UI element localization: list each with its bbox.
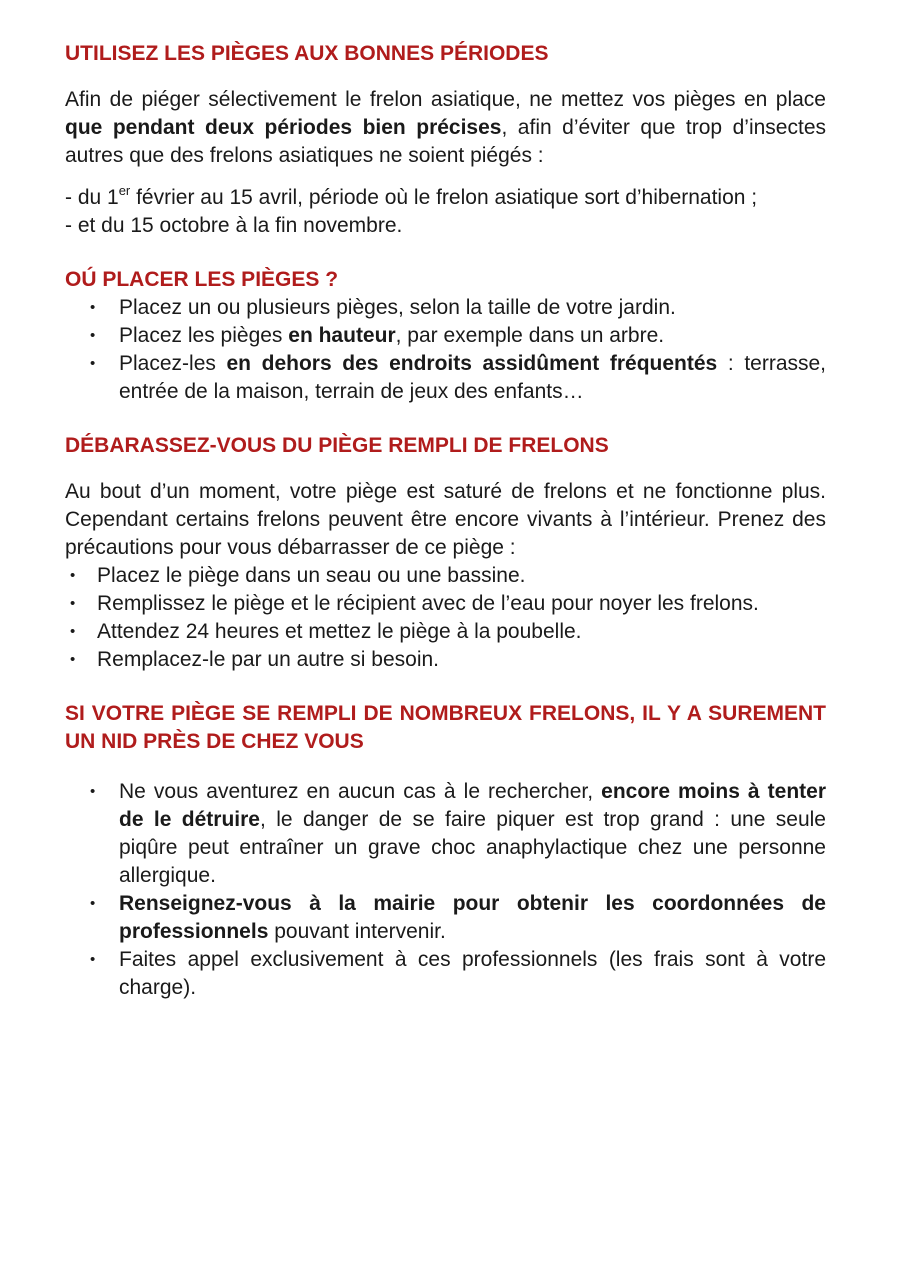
section-title-periods: UTILISEZ LES PIÈGES AUX BONNES PÉRIODES xyxy=(65,42,549,65)
list-item: • Placez le piège dans un seau ou une bassine. xyxy=(65,562,826,590)
section-title-nest: SI VOTRE PIÈGE SE REMPLI DE NOMBREUX FRELONS, IL Y A SUREMENT UN NID PRÈS DE CHEZ VOUS xyxy=(65,702,826,753)
disposal-list xyxy=(65,562,826,674)
list-item: • Faites appel exclusivement à ces professionnels (les frais sont à votre charge). xyxy=(65,946,826,1002)
list-item: • Renseignez-vous à la mairie pour obtenir les coordonnées de professionnels pouvant intervenir. xyxy=(65,890,826,946)
placement-list xyxy=(65,294,826,406)
list-item: • Placez-les en dehors des endroits assidûment fréquentés : terrasse, entrée de la maison, terrain de jeux des enfants… xyxy=(65,350,826,406)
list-item: • Placez les pièges en hauteur, par exemple dans un arbre. xyxy=(65,322,826,350)
period-2: - et du 15 octobre à la fin novembre. xyxy=(65,214,403,237)
list-item: • Attendez 24 heures et mettez le piège à la poubelle. xyxy=(65,618,826,646)
list-item: • Remplissez le piège et le récipient avec de l’eau pour noyer les frelons. xyxy=(65,590,826,618)
period-1: - du 1er février au 15 avril, période où le frelon asiatique sort d’hibernation ; xyxy=(65,183,758,209)
section-title-placement: OÚ PLACER LES PIÈGES ? xyxy=(65,268,339,291)
disposal-intro: Au bout d’un moment, votre piège est saturé de frelons et ne fonctionne plus. Cependant certains frelons peuvent être encore vivants à l’intérieur. Prenez des précautions pour vous débarrasser de ce piège : xyxy=(65,480,826,559)
periods-intro: Afin de piéger sélectivement le frelon asiatique, ne mettez vos pièges en place que pendant deux périodes bien précises, afin d’éviter que trop d’insectes autres que des frelons asiatiques ne soient piégés : xyxy=(65,88,826,167)
list-item: • Remplacez-le par un autre si besoin. xyxy=(65,646,826,674)
section-title-disposal: DÉBARASSEZ-VOUS DU PIÈGE REMPLI DE FRELONS xyxy=(65,434,609,457)
nest-list xyxy=(65,778,826,1002)
list-item: • Ne vous aventurez en aucun cas à le rechercher, encore moins à tenter de le détruire, le danger de se faire piquer est trop grand : une seule piqûre peut entraîner un grave choc anaphylactique chez une personne allergique. xyxy=(65,778,826,890)
list-item: • Placez un ou plusieurs pièges, selon la taille de votre jardin. xyxy=(65,294,826,322)
